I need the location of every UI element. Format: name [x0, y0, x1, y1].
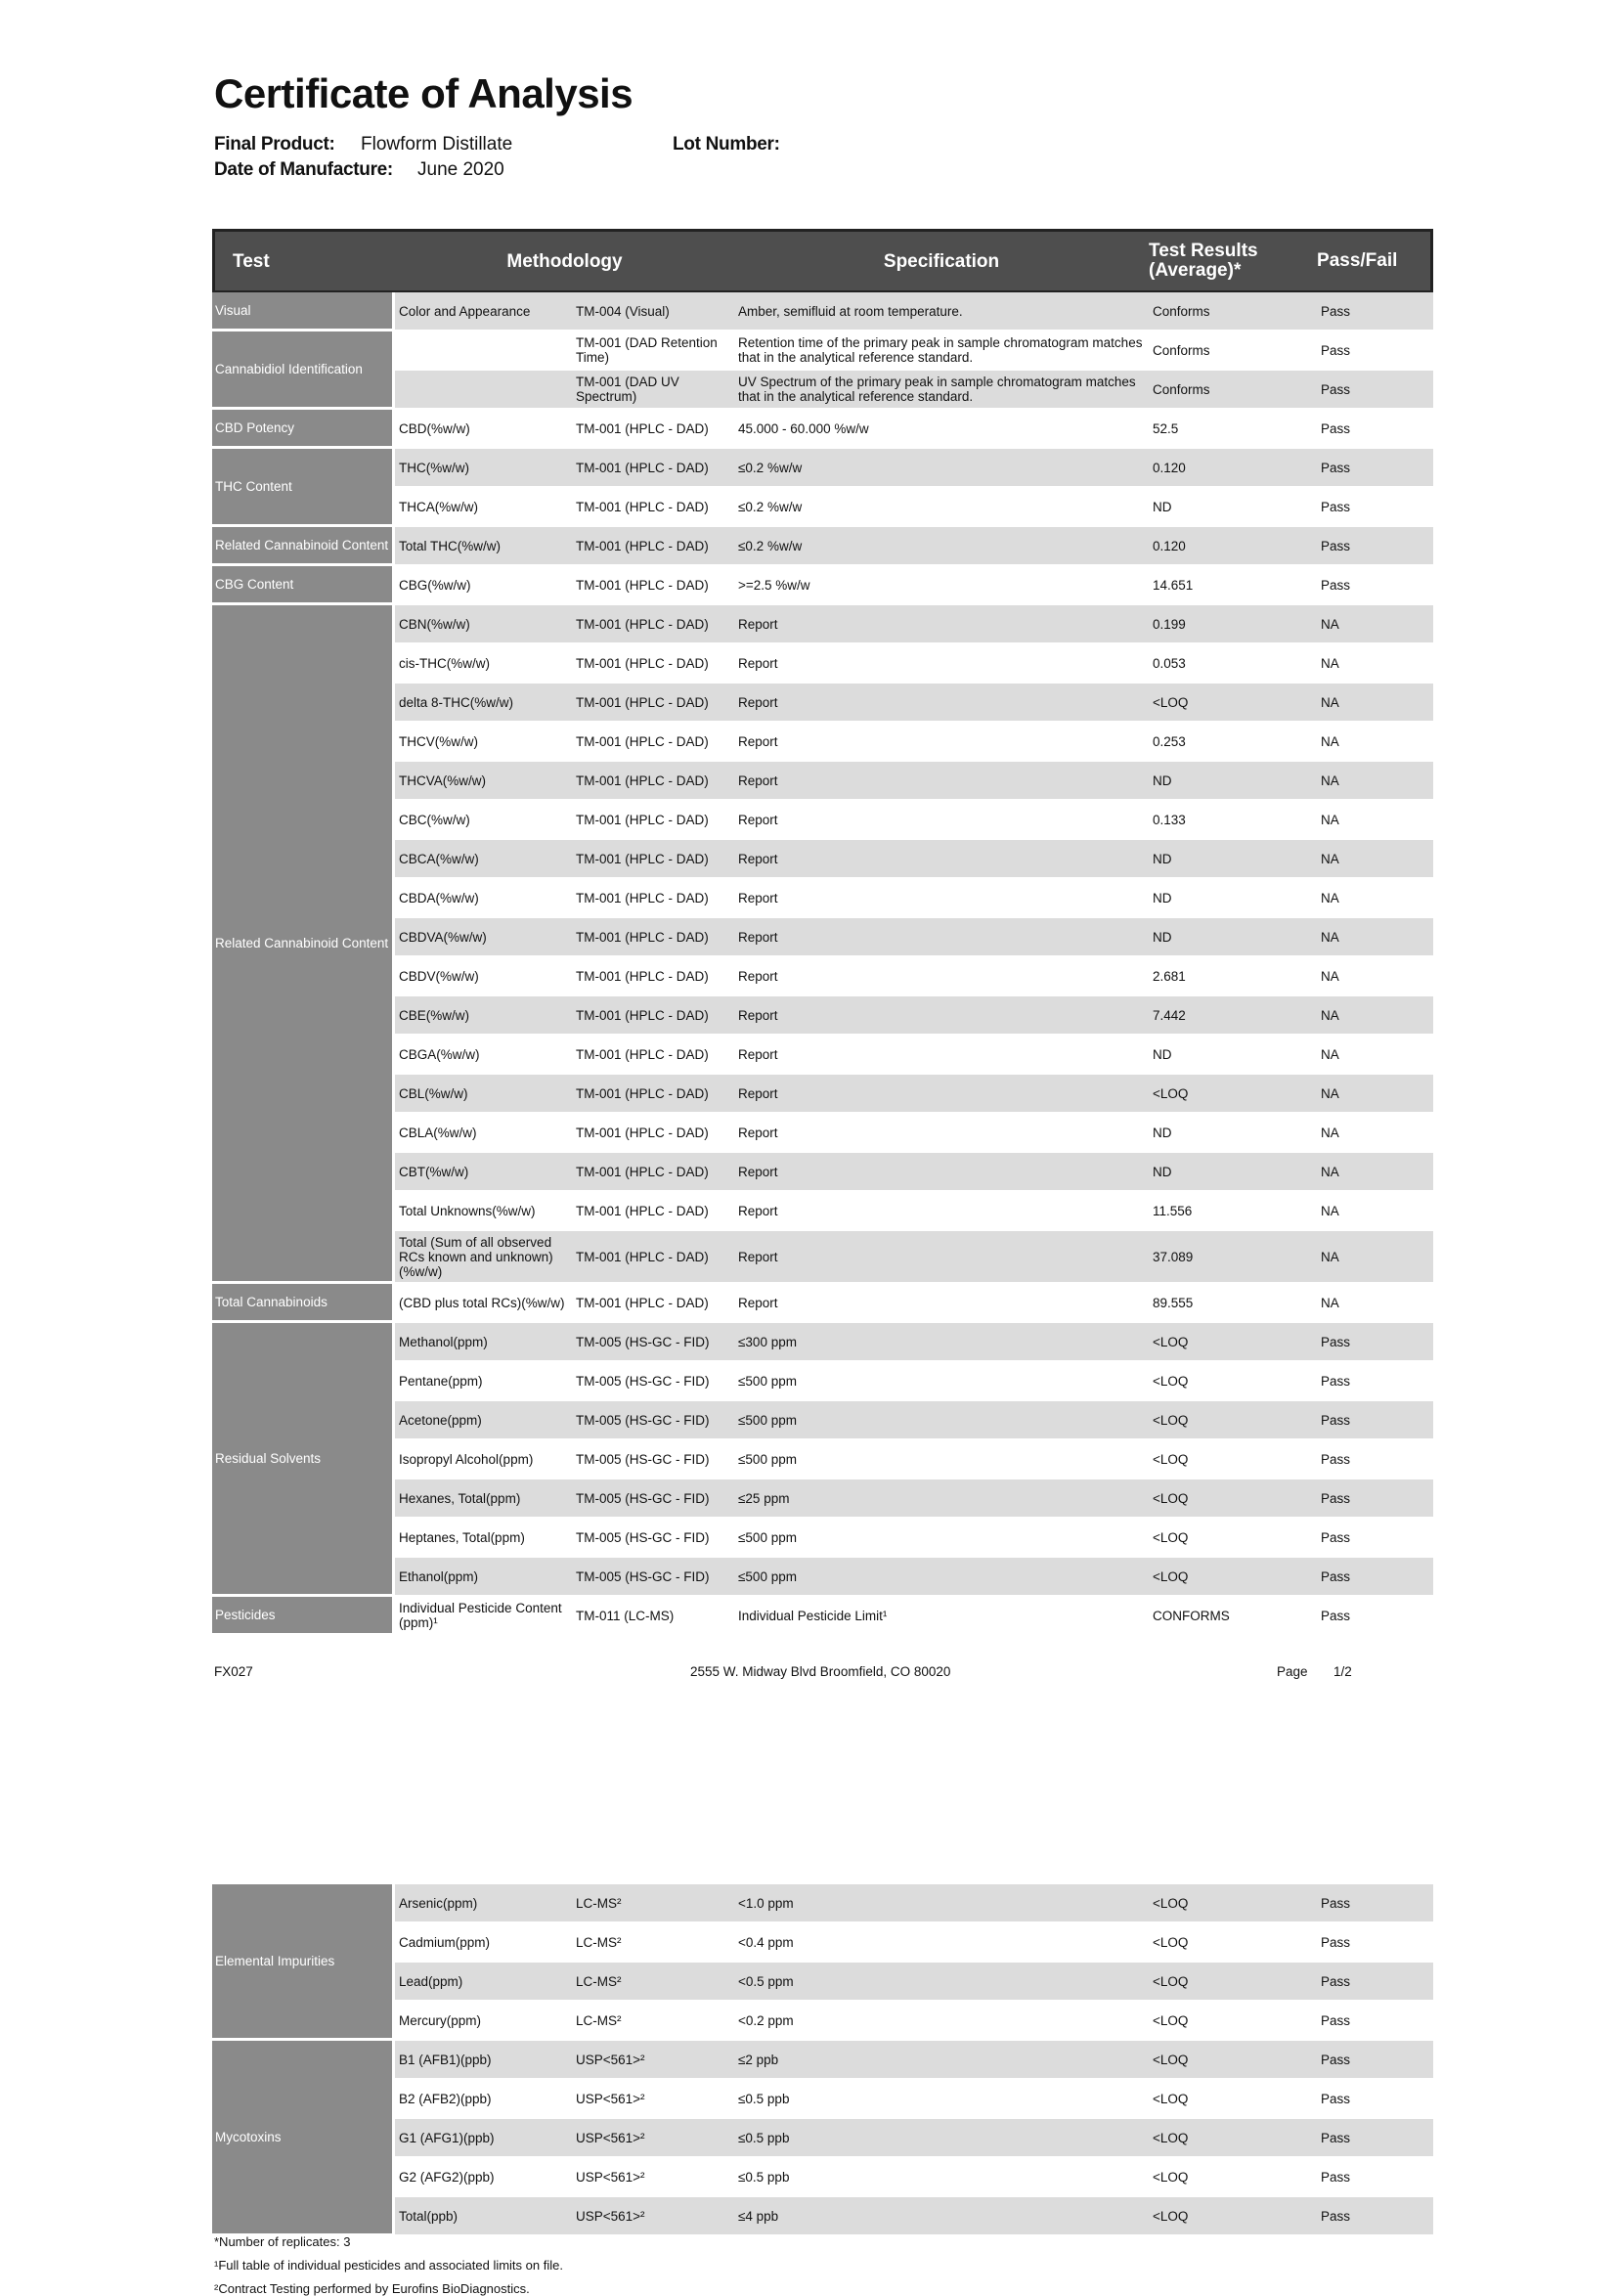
results-table: [212, 229, 1433, 1636]
test-result: <LOQ: [1149, 1440, 1317, 1479]
col-test: Test: [212, 229, 395, 292]
test-item: CBDVA(%w/w): [395, 918, 572, 957]
pass-fail: NA: [1317, 644, 1433, 684]
methodology: TM-001 (HPLC - DAD): [572, 527, 734, 566]
test-result: CONFORMS: [1149, 1597, 1317, 1636]
pass-fail: NA: [1317, 957, 1433, 996]
footer-address: 2555 W. Midway Blvd Broomfield, CO 80020: [690, 1664, 951, 1679]
footnote-pesticides: ¹Full table of individual pesticides and associated limits on file.: [214, 2258, 563, 2273]
test-item: B1 (AFB1)(ppb): [395, 2041, 572, 2080]
test-result: <LOQ: [1149, 1401, 1317, 1440]
specification: ≤500 ppm: [734, 1440, 1149, 1479]
table-row: [212, 1963, 1433, 2002]
test-result: 52.5: [1149, 410, 1317, 449]
table-row: [212, 1362, 1433, 1401]
table-row: [212, 2158, 1433, 2197]
test-result: ND: [1149, 1036, 1317, 1075]
specification: <0.4 ppm: [734, 1923, 1149, 1963]
table-row: [212, 410, 1433, 449]
table-row: [212, 2197, 1433, 2236]
pass-fail: Pass: [1317, 1923, 1433, 1963]
table-row: [212, 644, 1433, 684]
test-result: ND: [1149, 918, 1317, 957]
pass-fail: Pass: [1317, 527, 1433, 566]
table-row: [212, 1284, 1433, 1323]
test-result: 0.133: [1149, 801, 1317, 840]
test-item: Mercury(ppm): [395, 2002, 572, 2041]
specification: ≤300 ppm: [734, 1323, 1149, 1362]
table-row: [212, 371, 1433, 410]
test-category: Residual Solvents: [212, 1323, 395, 1597]
specification: Report: [734, 723, 1149, 762]
test-item: Hexanes, Total(ppm): [395, 1479, 572, 1519]
methodology: USP<561>²: [572, 2158, 734, 2197]
table-row: [212, 527, 1433, 566]
test-result: Conforms: [1149, 371, 1317, 410]
test-item: (CBD plus total RCs)(%w/w): [395, 1284, 572, 1323]
table-row: [212, 918, 1433, 957]
test-item: THCA(%w/w): [395, 488, 572, 527]
specification: <0.5 ppm: [734, 1963, 1149, 2002]
table-row: [212, 488, 1433, 527]
results-table-continued: [212, 1884, 1433, 2236]
table-row: [212, 1440, 1433, 1479]
table-row: [212, 2080, 1433, 2119]
specification: Amber, semifluid at room temperature.: [734, 292, 1149, 331]
pass-fail: Pass: [1317, 1440, 1433, 1479]
pass-fail: NA: [1317, 684, 1433, 723]
specification: Report: [734, 1114, 1149, 1153]
methodology: TM-001 (HPLC - DAD): [572, 1036, 734, 1075]
specification: Retention time of the primary peak in sample chromatogram matches that in the analytical reference standard.: [734, 331, 1149, 371]
specification: Report: [734, 644, 1149, 684]
pass-fail: NA: [1317, 1075, 1433, 1114]
pass-fail: NA: [1317, 1192, 1433, 1231]
methodology: TM-001 (HPLC - DAD): [572, 879, 734, 918]
specification: Report: [734, 996, 1149, 1036]
table-row: [212, 1597, 1433, 1636]
table-row: [212, 331, 1433, 371]
specification: ≤500 ppm: [734, 1401, 1149, 1440]
methodology: USP<561>²: [572, 2080, 734, 2119]
methodology: TM-001 (HPLC - DAD): [572, 918, 734, 957]
pass-fail: Pass: [1317, 1362, 1433, 1401]
test-item: CBLA(%w/w): [395, 1114, 572, 1153]
specification: 45.000 - 60.000 %w/w: [734, 410, 1149, 449]
test-result: <LOQ: [1149, 2158, 1317, 2197]
pass-fail: Pass: [1317, 2041, 1433, 2080]
pass-fail: Pass: [1317, 331, 1433, 371]
methodology: TM-001 (DAD UV Spectrum): [572, 371, 734, 410]
methodology: TM-001 (HPLC - DAD): [572, 840, 734, 879]
pass-fail: Pass: [1317, 1479, 1433, 1519]
methodology: TM-001 (HPLC - DAD): [572, 762, 734, 801]
pass-fail: Pass: [1317, 488, 1433, 527]
test-category: Related Cannabinoid Content: [212, 605, 395, 1284]
final-product-label: Final Product:: [214, 134, 335, 155]
methodology: TM-001 (HPLC - DAD): [572, 566, 734, 605]
col-specification: Specification: [734, 229, 1149, 292]
test-result: 0.120: [1149, 449, 1317, 488]
table-row: [212, 996, 1433, 1036]
pass-fail: NA: [1317, 1231, 1433, 1284]
specification: <0.2 ppm: [734, 2002, 1149, 2041]
test-result: <LOQ: [1149, 1362, 1317, 1401]
test-item: CBC(%w/w): [395, 801, 572, 840]
pass-fail: Pass: [1317, 1597, 1433, 1636]
test-result: <LOQ: [1149, 1479, 1317, 1519]
test-result: 37.089: [1149, 1231, 1317, 1284]
test-category: Related Cannabinoid Content: [212, 527, 395, 566]
methodology: TM-001 (HPLC - DAD): [572, 1075, 734, 1114]
methodology: TM-001 (HPLC - DAD): [572, 957, 734, 996]
final-product-value: Flowform Distillate: [361, 134, 513, 155]
date-value: June 2020: [417, 159, 504, 180]
specification: Report: [734, 1284, 1149, 1323]
pass-fail: Pass: [1317, 1323, 1433, 1362]
test-result: Conforms: [1149, 292, 1317, 331]
test-item: Total Unknowns(%w/w): [395, 1192, 572, 1231]
test-item: CBGA(%w/w): [395, 1036, 572, 1075]
test-result: <LOQ: [1149, 1323, 1317, 1362]
pass-fail: Pass: [1317, 1963, 1433, 2002]
specification: ≤0.5 ppb: [734, 2119, 1149, 2158]
methodology: TM-001 (HPLC - DAD): [572, 605, 734, 644]
col-methodology: Methodology: [395, 229, 734, 292]
test-result: <LOQ: [1149, 2080, 1317, 2119]
pass-fail: Pass: [1317, 1884, 1433, 1923]
table-row: [212, 2002, 1433, 2041]
test-item: THCV(%w/w): [395, 723, 572, 762]
footnote-replicates: *Number of replicates: 3: [214, 2234, 351, 2249]
table-row: [212, 723, 1433, 762]
methodology: TM-005 (HS-GC - FID): [572, 1362, 734, 1401]
table-header: [212, 229, 1433, 292]
specification: Report: [734, 801, 1149, 840]
methodology: USP<561>²: [572, 2197, 734, 2236]
methodology: TM-005 (HS-GC - FID): [572, 1558, 734, 1597]
specification: ≤0.5 ppb: [734, 2080, 1149, 2119]
test-item: THC(%w/w): [395, 449, 572, 488]
test-result: ND: [1149, 1114, 1317, 1153]
methodology: TM-001 (HPLC - DAD): [572, 996, 734, 1036]
test-result: ND: [1149, 879, 1317, 918]
test-item: CBE(%w/w): [395, 996, 572, 1036]
specification: ≤4 ppb: [734, 2197, 1149, 2236]
pass-fail: Pass: [1317, 2197, 1433, 2236]
methodology: TM-005 (HS-GC - FID): [572, 1519, 734, 1558]
test-result: <LOQ: [1149, 2197, 1317, 2236]
test-result: 0.053: [1149, 644, 1317, 684]
test-item: G2 (AFG2)(ppb): [395, 2158, 572, 2197]
table-row: [212, 1075, 1433, 1114]
specification: Report: [734, 879, 1149, 918]
table-row: [212, 566, 1433, 605]
pass-fail: NA: [1317, 879, 1433, 918]
test-item: CBDV(%w/w): [395, 957, 572, 996]
table-row: [212, 1923, 1433, 1963]
table-row: [212, 1231, 1433, 1284]
test-item: Color and Appearance: [395, 292, 572, 331]
specification: ≤500 ppm: [734, 1519, 1149, 1558]
test-result: <LOQ: [1149, 1558, 1317, 1597]
methodology: TM-005 (HS-GC - FID): [572, 1479, 734, 1519]
lot-number: [673, 134, 780, 155]
specification: Report: [734, 605, 1149, 644]
table-row: [212, 1153, 1433, 1192]
pass-fail: Pass: [1317, 566, 1433, 605]
test-item: Total THC(%w/w): [395, 527, 572, 566]
pass-fail: Pass: [1317, 2119, 1433, 2158]
pass-fail: Pass: [1317, 371, 1433, 410]
test-item: Total (Sum of all observed RCs known and unknown)(%w/w): [395, 1231, 572, 1284]
test-result: 7.442: [1149, 996, 1317, 1036]
test-item: Cadmium(ppm): [395, 1923, 572, 1963]
col-pass-fail: Pass/Fail: [1317, 229, 1433, 292]
methodology: TM-001 (HPLC - DAD): [572, 1153, 734, 1192]
test-item: Ethanol(ppm): [395, 1558, 572, 1597]
specification: Individual Pesticide Limit¹: [734, 1597, 1149, 1636]
test-result: <LOQ: [1149, 1963, 1317, 2002]
methodology: TM-001 (HPLC - DAD): [572, 1231, 734, 1284]
table-row: [212, 2041, 1433, 2080]
pass-fail: Pass: [1317, 2002, 1433, 2041]
specification: Report: [734, 1075, 1149, 1114]
test-result: <LOQ: [1149, 2002, 1317, 2041]
pass-fail: Pass: [1317, 1519, 1433, 1558]
test-result: ND: [1149, 840, 1317, 879]
methodology: TM-001 (HPLC - DAD): [572, 1192, 734, 1231]
test-result: 2.681: [1149, 957, 1317, 996]
methodology: TM-011 (LC-MS): [572, 1597, 734, 1636]
methodology: TM-001 (HPLC - DAD): [572, 1284, 734, 1323]
footnote-contract: ²Contract Testing performed by Eurofins BioDiagnostics.: [214, 2281, 530, 2296]
methodology: USP<561>²: [572, 2041, 734, 2080]
specification: Report: [734, 1231, 1149, 1284]
methodology: LC-MS²: [572, 1923, 734, 1963]
methodology: TM-005 (HS-GC - FID): [572, 1401, 734, 1440]
test-category: Elemental Impurities: [212, 1884, 395, 2041]
page-title: Certificate of Analysis: [214, 70, 634, 116]
specification: ≤25 ppm: [734, 1479, 1149, 1519]
table-row: [212, 1036, 1433, 1075]
test-result: <LOQ: [1149, 1519, 1317, 1558]
test-item: Total(ppb): [395, 2197, 572, 2236]
methodology: TM-001 (HPLC - DAD): [572, 684, 734, 723]
test-item: Heptanes, Total(ppm): [395, 1519, 572, 1558]
pass-fail: Pass: [1317, 449, 1433, 488]
specification: Report: [734, 762, 1149, 801]
test-item: CBG(%w/w): [395, 566, 572, 605]
pass-fail: NA: [1317, 996, 1433, 1036]
table-row: [212, 801, 1433, 840]
specification: <1.0 ppm: [734, 1884, 1149, 1923]
test-item: B2 (AFB2)(ppb): [395, 2080, 572, 2119]
pass-fail: NA: [1317, 723, 1433, 762]
test-item: Lead(ppm): [395, 1963, 572, 2002]
table-row: [212, 1479, 1433, 1519]
specification: Report: [734, 1036, 1149, 1075]
test-category: CBD Potency: [212, 410, 395, 449]
test-item: [395, 371, 572, 410]
test-item: CBN(%w/w): [395, 605, 572, 644]
test-category: CBG Content: [212, 566, 395, 605]
pass-fail: NA: [1317, 1284, 1433, 1323]
specification: ≤0.5 ppb: [734, 2158, 1149, 2197]
methodology: TM-005 (HS-GC - FID): [572, 1440, 734, 1479]
test-result: 0.199: [1149, 605, 1317, 644]
test-item: Methanol(ppm): [395, 1323, 572, 1362]
test-item: delta 8-THC(%w/w): [395, 684, 572, 723]
pass-fail: Pass: [1317, 1401, 1433, 1440]
specification: Report: [734, 918, 1149, 957]
test-result: ND: [1149, 1153, 1317, 1192]
test-result: 0.253: [1149, 723, 1317, 762]
specification: Report: [734, 1153, 1149, 1192]
test-item: Pentane(ppm): [395, 1362, 572, 1401]
test-item: Arsenic(ppm): [395, 1884, 572, 1923]
test-category: Cannabidiol Identification: [212, 331, 395, 410]
table-row: [212, 762, 1433, 801]
methodology: TM-004 (Visual): [572, 292, 734, 331]
table-row: [212, 449, 1433, 488]
pass-fail: NA: [1317, 1036, 1433, 1075]
test-category: Total Cannabinoids: [212, 1284, 395, 1323]
test-result: <LOQ: [1149, 2119, 1317, 2158]
specification: ≤500 ppm: [734, 1558, 1149, 1597]
specification: ≤0.2 %w/w: [734, 527, 1149, 566]
specification: ≤0.2 %w/w: [734, 449, 1149, 488]
methodology: TM-005 (HS-GC - FID): [572, 1323, 734, 1362]
table-row: [212, 605, 1433, 644]
date-label: Date of Manufacture:: [214, 159, 393, 180]
methodology: LC-MS²: [572, 2002, 734, 2041]
test-item: G1 (AFG1)(ppb): [395, 2119, 572, 2158]
test-result: ND: [1149, 762, 1317, 801]
test-item: CBL(%w/w): [395, 1075, 572, 1114]
pass-fail: Pass: [1317, 2080, 1433, 2119]
test-result: <LOQ: [1149, 1884, 1317, 1923]
test-category: Mycotoxins: [212, 2041, 395, 2236]
methodology: TM-001 (HPLC - DAD): [572, 1114, 734, 1153]
test-result: <LOQ: [1149, 2041, 1317, 2080]
table-row: [212, 684, 1433, 723]
methodology: TM-001 (HPLC - DAD): [572, 449, 734, 488]
test-item: CBD(%w/w): [395, 410, 572, 449]
test-result: <LOQ: [1149, 1075, 1317, 1114]
methodology: USP<561>²: [572, 2119, 734, 2158]
test-item: CBT(%w/w): [395, 1153, 572, 1192]
test-item: CBDA(%w/w): [395, 879, 572, 918]
date-of-manufacture: [214, 159, 504, 181]
methodology: LC-MS²: [572, 1963, 734, 2002]
footer-doc-code: FX027: [214, 1664, 253, 1679]
methodology: TM-001 (HPLC - DAD): [572, 801, 734, 840]
test-category: THC Content: [212, 449, 395, 527]
table-row: [212, 1323, 1433, 1362]
specification: UV Spectrum of the primary peak in sample chromatogram matches that in the analytical reference standard.: [734, 371, 1149, 410]
pass-fail: NA: [1317, 918, 1433, 957]
methodology: TM-001 (DAD Retention Time): [572, 331, 734, 371]
specification: ≤500 ppm: [734, 1362, 1149, 1401]
lot-number-label: Lot Number:: [673, 134, 780, 155]
methodology: LC-MS²: [572, 1884, 734, 1923]
pass-fail: NA: [1317, 840, 1433, 879]
test-result: <LOQ: [1149, 1923, 1317, 1963]
final-product: [214, 134, 513, 155]
specification: ≤0.2 %w/w: [734, 488, 1149, 527]
specification: ≤2 ppb: [734, 2041, 1149, 2080]
table-row: [212, 1558, 1433, 1597]
pass-fail: Pass: [1317, 292, 1433, 331]
test-item: CBCA(%w/w): [395, 840, 572, 879]
pass-fail: NA: [1317, 801, 1433, 840]
methodology: TM-001 (HPLC - DAD): [572, 410, 734, 449]
pass-fail: NA: [1317, 1114, 1433, 1153]
pass-fail: NA: [1317, 762, 1433, 801]
pass-fail: NA: [1317, 605, 1433, 644]
pass-fail: Pass: [1317, 1558, 1433, 1597]
test-result: ND: [1149, 488, 1317, 527]
footer-page-number: 1/2: [1333, 1664, 1352, 1679]
test-item: THCVA(%w/w): [395, 762, 572, 801]
footer-page-label: Page: [1277, 1664, 1308, 1679]
table-row: [212, 840, 1433, 879]
pass-fail: Pass: [1317, 2158, 1433, 2197]
table-row: [212, 1519, 1433, 1558]
test-category: Visual: [212, 292, 395, 331]
specification: Report: [734, 1192, 1149, 1231]
table-row: [212, 1192, 1433, 1231]
specification: Report: [734, 957, 1149, 996]
test-item: Individual Pesticide Content (ppm)¹: [395, 1597, 572, 1636]
table-row: [212, 957, 1433, 996]
pass-fail: Pass: [1317, 410, 1433, 449]
table-row: [212, 1884, 1433, 1923]
test-result: 11.556: [1149, 1192, 1317, 1231]
test-item: Isopropyl Alcohol(ppm): [395, 1440, 572, 1479]
pass-fail: NA: [1317, 1153, 1433, 1192]
specification: Report: [734, 684, 1149, 723]
specification: >=2.5 %w/w: [734, 566, 1149, 605]
test-item: cis-THC(%w/w): [395, 644, 572, 684]
table-row: [212, 2119, 1433, 2158]
test-result: 0.120: [1149, 527, 1317, 566]
test-result: <LOQ: [1149, 684, 1317, 723]
table-row: [212, 879, 1433, 918]
test-result: Conforms: [1149, 331, 1317, 371]
specification: Report: [734, 840, 1149, 879]
methodology: TM-001 (HPLC - DAD): [572, 488, 734, 527]
test-item: [395, 331, 572, 371]
test-result: 14.651: [1149, 566, 1317, 605]
methodology: TM-001 (HPLC - DAD): [572, 723, 734, 762]
test-item: Acetone(ppm): [395, 1401, 572, 1440]
table-row: [212, 1401, 1433, 1440]
table-row: [212, 292, 1433, 331]
test-category: Pesticides: [212, 1597, 395, 1636]
table-row: [212, 1114, 1433, 1153]
col-test-results: Test Results (Average)*: [1149, 229, 1317, 292]
methodology: TM-001 (HPLC - DAD): [572, 644, 734, 684]
test-result: 89.555: [1149, 1284, 1317, 1323]
